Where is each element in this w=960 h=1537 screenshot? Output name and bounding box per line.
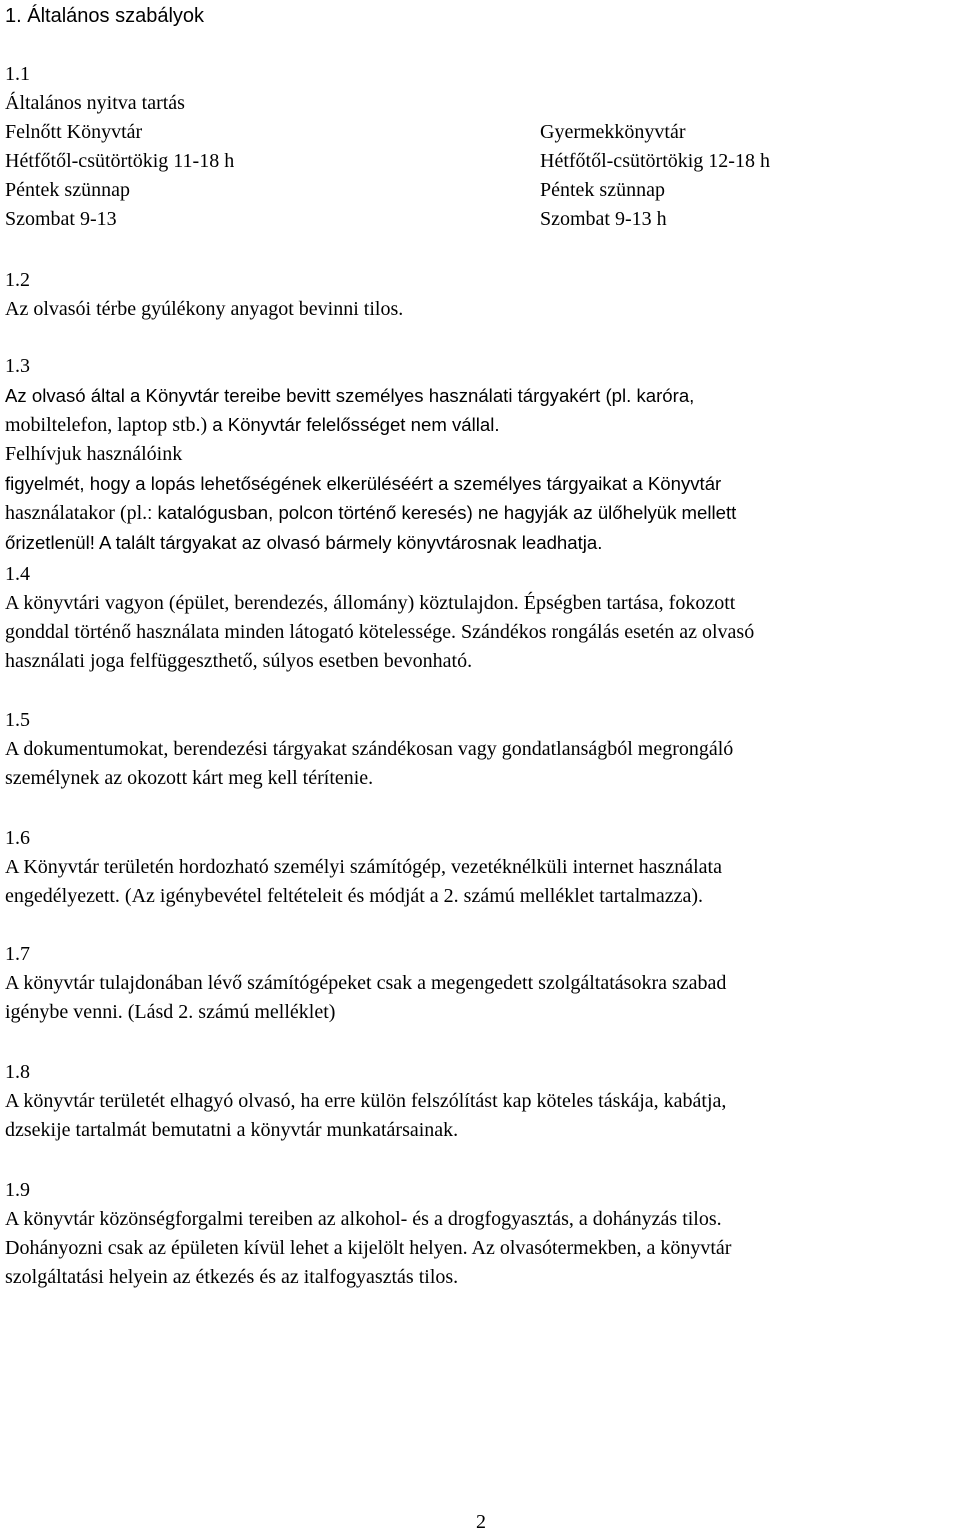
section-number: 1.3 [5,355,30,377]
adult-library-hours [5,118,234,234]
section-text-line: őrizetlenül! A talált tárgyakat az olvasó bármely könyvtárosnak leadhatja. [5,532,603,553]
section-1-9 [5,1176,957,1292]
children-saturday-hours: Szombat 9-13 h [540,208,667,230]
children-library-name: Gyermekkönyvtár [540,121,686,143]
section-1-8 [5,1058,957,1145]
opening-hours [5,118,957,234]
section-number: 1.6 [5,827,30,849]
section-1-5 [5,706,957,793]
section-text-line [5,440,957,469]
section-number: 1.1 [5,63,30,85]
adult-library-name: Felnőtt Könyvtár [5,121,143,143]
section-text-line: A könyvtár tulajdonában lévő számítógépeket csak a megengedett szolgáltatásokra szabad [5,972,727,994]
adult-saturday-hours: Szombat 9-13 [5,208,117,230]
text-segment: : katalógusban, polcon történő keresés) ne hagyják az ülőhelyük mellett [147,502,737,523]
section-text-line: A könyvtári vagyon (épület, berendezés, állomány) köztulajdon. Épségben tartása, fokozott [5,592,736,614]
section-1-2 [5,266,957,324]
section-title: Általános nyitva tartás [5,92,185,114]
section-text-line [5,498,957,528]
children-library-hours [540,118,770,234]
section-text-line: gonddal történő használata minden látogató kötelessége. Szándékos rongálás esetén az olvasó [5,621,755,643]
section-text-line: dzsekije tartalmát bemutatni a könyvtár munkatársainak. [5,1119,459,1141]
section-text-line: Dohányozni csak az épületen kívül lehet a kijelölt helyen. Az olvasótermekben, a könyvtár [5,1237,732,1259]
section-text-line: szolgáltatási helyein az étkezés és az italfogyasztás tilos. [5,1266,459,1288]
section-number: 1.9 [5,1179,30,1201]
section-text-line: igénybe venni. (Lásd 2. számú melléklet) [5,1001,336,1023]
section-text-line: személynek az okozott kárt meg kell térítenie. [5,767,374,789]
section-text-line: Az olvasó által a Könyvtár tereibe bevitt személyes használati tárgyakért (pl. karóra, [5,385,695,406]
page-number: 2 [476,1511,486,1533]
section-text-line: A Könyvtár területén hordozható személyi számítógép, vezetéknélküli internet használata [5,856,722,878]
section-text-line: A könyvtár közönségforgalmi tereiben az alkohol- és a drogfogyasztás, a dohányzás tilos. [5,1208,722,1230]
section-1-6 [5,824,957,911]
section-1-1 [5,60,957,234]
section-number: 1.7 [5,943,30,965]
children-friday-hours: Péntek szünnap [540,179,665,201]
section-text-line: engedélyezett. (Az igénybevétel feltételeit és módját a 2. számú melléklet tartalmazza). [5,885,703,907]
adult-friday-hours: Péntek szünnap [5,179,130,201]
section-number: 1.2 [5,269,30,291]
section-text-line: használati joga felfüggeszthető, súlyos esetben bevonható. [5,650,473,672]
section-text-line: A könyvtár területét elhagyó olvasó, ha erre külön felszólítást kap köteles táskája, kabátja, [5,1090,727,1112]
text-segment: használatakor (pl. [5,502,148,524]
section-text-line: A dokumentumokat, berendezési tárgyakat szándékosan vagy gondatlanságból megrongáló [5,738,734,760]
section-number: 1.5 [5,709,30,731]
section-number: 1.4 [5,563,30,585]
children-weekday-hours: Hétfőtől-csütörtökig 12-18 h [540,150,770,172]
adult-weekday-hours: Hétfőtől-csütörtökig 11-18 h [5,150,235,172]
text-segment: Felhívjuk használóink [5,443,183,465]
section-text-line: figyelmét, hogy a lopás lehetőségének elkerüléséért a személyes tárgyaikat a Könyvtár [5,473,722,494]
section-number: 1.8 [5,1061,30,1083]
section-1-3 [5,352,957,557]
section-heading: 1. Általános szabályok [5,5,205,27]
text-segment: a Könyvtár felelősséget nem vállal. [212,414,500,435]
section-1-4 [5,560,957,676]
section-text-line [5,410,957,440]
section-1-7 [5,940,957,1027]
text-segment: mobiltelefon, laptop stb.) [5,414,213,436]
section-text-line: Az olvasói térbe gyúlékony anyagot bevinni tilos. [5,298,404,320]
